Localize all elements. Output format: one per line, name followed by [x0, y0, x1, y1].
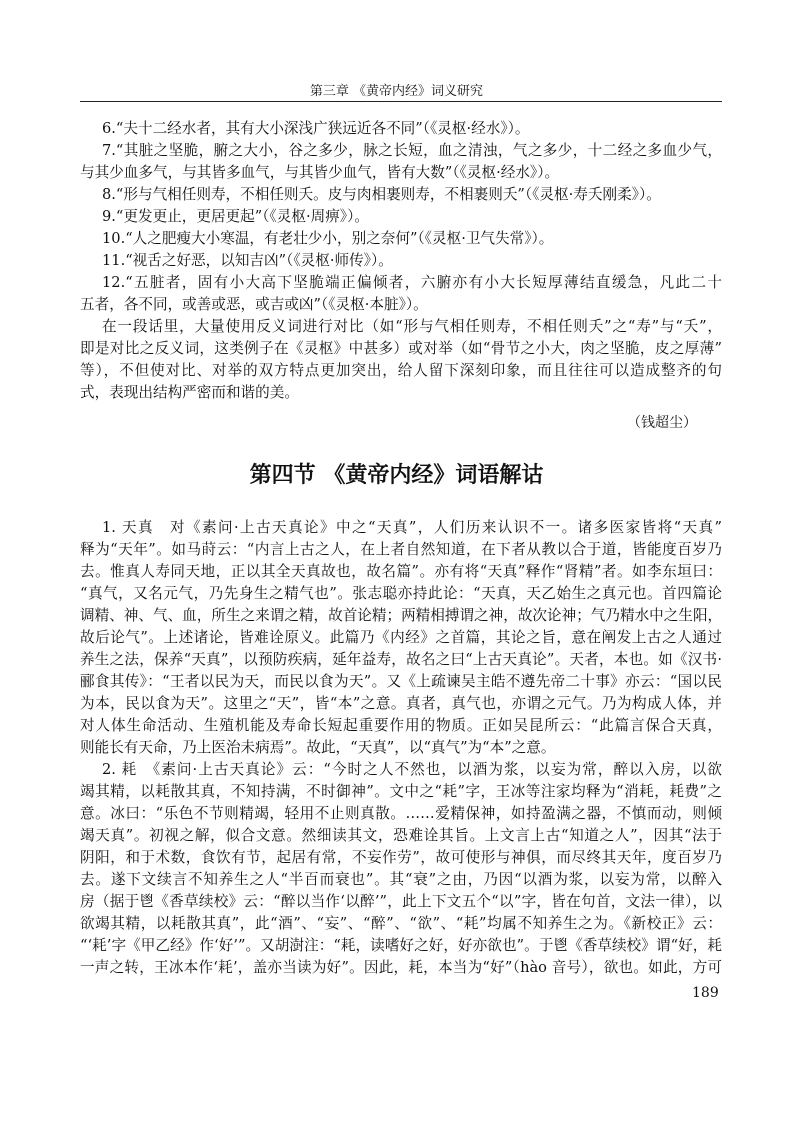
text-line: 去。遂下文续言不知养生之人“半百而衰也”。其“衰”之由，乃因“以酒为浆，以妄为常，以醉入 — [80, 871, 722, 888]
text-line: “真气，又名元气，乃先身生之精气也”。张志聪亦持此论：“天真，天乙始生之真元也。首四篇论 — [80, 585, 722, 602]
text-line: 房（据于鬯《香草续校》云：“醉以当作‘以醉’”，此上下文五个“以”字，皆在句首，文法一律），以 — [80, 893, 722, 910]
page-number: 189 — [692, 985, 719, 1001]
running-header: 第三章 《黄帝内经》词义研究 — [309, 84, 484, 99]
text-line: 意。冰曰：“乐色不节则精竭，轻用不止则真散。……爱精保神，如持盈满之器，不慎而动，则倾 — [80, 805, 722, 822]
text-line: 对人体生命活动、生殖机能及寿命长短起重要作用的物质。正如吴昆所云：“此篇言保合天真， — [80, 717, 722, 734]
text-line: 五者，各不同，或善或恶，或吉或凶”（《灵枢·本脏》）。 — [80, 296, 428, 313]
text-line: 式，表现出结构严密而和谐的美。 — [80, 384, 299, 401]
text-line: 10.“人之肥瘦大小寒温，有老壮少小，别之奈何”（《灵枢·卫气失常》）。 — [102, 230, 554, 247]
text-line: 竭其精，以耗散其真，不知持满，不时御神”。文中之“耗”字，王冰等注家均释为“消耗，耗费”之 — [80, 783, 722, 800]
text-line: 2. 耗 《素问·上古天真论》云：“今时之人不然也，以酒为浆，以妄为常，醉以入房，以欲 — [102, 761, 722, 778]
text-line: 6.“夫十二经水者，其有大小深浅广狭远近各不同”（《灵枢·经水》）。 — [102, 120, 530, 137]
text-line: 故后论气”。上述诸论，皆难诠原义。此篇乃《内经》之首篇，其论之旨，意在阐发上古之人通过 — [80, 629, 722, 646]
text-line: 即是对比之反义词，这类例子在《灵枢》中甚多）或对举（如“骨节之小大，肉之坚脆，皮之厚薄” — [80, 340, 722, 357]
text-line: 郦食其传》：“王者以民为天，而民以食为天”。又《上疏谏吴主皓不遵先帝二十事》亦云：“国以民 — [80, 673, 722, 690]
text-line: 12.“五脏者，固有小大高下坚脆端正偏倾者，六腑亦有小大长短厚薄结直缓急，凡此二十 — [102, 274, 722, 291]
text-line: 11.“视舌之好恶，以知吉凶”（《灵枢·师传》）。 — [102, 252, 393, 269]
text-line: 8.“形与气相任则寿，不相任则夭。皮与肉相裹则寿，不相裹则夭”（《灵枢·寿夭刚柔》）。 — [102, 186, 661, 203]
text-line: 一声之转，王冰本作‘耗’，盖亦当读为好”。因此，耗，本当为“好”（hào 音号），欲也。如此，方可 — [80, 959, 722, 976]
text-line: 养生之法，保养“天真”，以预防疾病，延年益寿，故名之曰“上古天真论”。天者，本也。如《汉书· — [80, 651, 722, 668]
text-line: 等），不但使对比、对举的双方特点更加突出，给人留下深刻印象，而且往往可以造成整齐的句 — [80, 362, 722, 379]
text-line: 欲竭其精，以耗散其真”，此“酒”、“妄”、“醉”、“欲”、“耗”均属不知养生之为。《新校正》云： — [80, 915, 722, 932]
text-line: 7.“其脏之坚脆，腑之大小，谷之多少，脉之长短，血之清浊，气之多少，十二经之多血少气， — [102, 142, 722, 159]
text-line: 1. 天真 对《素问·上古天真论》中之“天真”，人们历来认识不一。诸多医家皆将“天真” — [102, 519, 722, 536]
text-line: 在一段话里，大量使用反义词进行对比（如“形与气相任则寿，不相任则夭”之“寿”与“夭”， — [102, 318, 722, 335]
text-line: 竭天真”。初视之解，似合文意。然细读其文，恐难诠其旨。上文言上古“知道之人”，因其“法于 — [80, 827, 722, 844]
text-line: 为本，民以食为天”。这里之“天”，皆“本”之意。真者，真气也，亦谓之元气。乃为构成人体，并 — [80, 695, 722, 712]
author-attribution: （钱超尘） — [627, 415, 697, 431]
text-line: 调精、神、气、血，所生之来谓之精，故首论精；两精相搏谓之神，故次论神；气乃精水中之生阳， — [80, 607, 722, 624]
text-line: 释为“天年”。如马莳云：“内言上古之人，在上者自然知道，在下者从教以合于道，皆能度百岁乃 — [80, 541, 722, 558]
text-line: 阴阳，和于术数，食饮有节，起居有常，不妄作劳”，故可使形与神俱，而尽终其天年，度百岁乃 — [80, 849, 722, 866]
text-line: 则能长有天命，乃上医治未病焉”。故此，“天真”，以“真气”为“本”之意。 — [80, 739, 556, 756]
section3-tail — [80, 118, 722, 404]
text-line: 去。惟真人寿同天地，正以其全天真故也，故名篇”。亦有将“天真”释作“肾精”者。如李东垣曰： — [80, 563, 722, 580]
section-heading: 第四节 《黄帝内经》词语解诂 — [249, 462, 544, 488]
text-line: 与其少血多气，与其皆多血气，与其皆少血气，皆有大数”（《灵枢·经水》）。 — [80, 164, 560, 181]
text-line: “‘耗’字《甲乙经》作‘好’”。又胡澍注：“耗，读嗜好之好，好亦欲也”。于鬯《香草续校》谓“好，耗 — [80, 937, 722, 954]
section4-body — [80, 517, 722, 979]
header-rule — [80, 101, 722, 102]
text-line: 9.“更发更止，更居更起”（《灵枢·周痹》）。 — [102, 208, 369, 225]
